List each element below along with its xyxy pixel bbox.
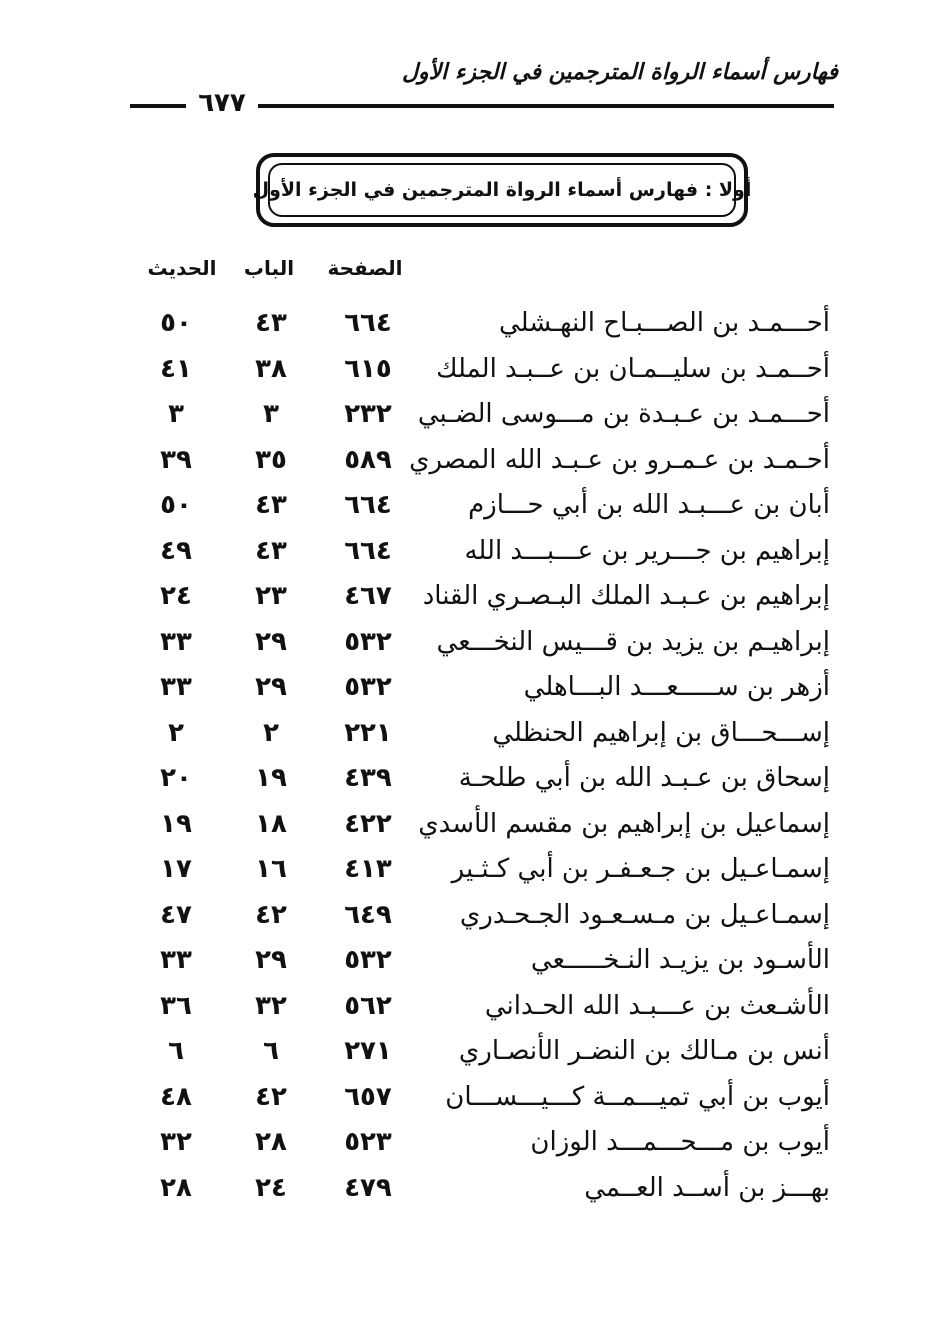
hadith-number-cell: ٣٣ bbox=[160, 626, 192, 657]
chapter-number-cell: ٢٤ bbox=[255, 1172, 287, 1203]
header-rule-right bbox=[258, 104, 834, 108]
page-number: ٦٧٧ bbox=[198, 88, 246, 118]
hadith-number-cell: ٢٠ bbox=[160, 763, 192, 793]
chapter-number-cell: ٤٣ bbox=[255, 308, 287, 338]
page-number-cell: ٤٢٢ bbox=[344, 808, 392, 839]
chapter-number-cell: ٣٢ bbox=[255, 990, 287, 1021]
page-number-cell: ٥٨٩ bbox=[344, 444, 392, 475]
column-header-chapter: الباب bbox=[243, 256, 295, 280]
narrators-index-list bbox=[0, 302, 938, 1212]
hadith-number-cell: ٥٠ bbox=[160, 490, 192, 520]
narrator-name: أحـمـد بن عـمـرو بن عـبـد الله المصري bbox=[409, 444, 830, 475]
narrator-name: أزهر بن ســـــعـــد البـــاهلي bbox=[523, 672, 830, 702]
chapter-number-cell: ٤٢ bbox=[255, 899, 287, 930]
page-number-cell: ٤٧٩ bbox=[344, 1172, 392, 1203]
index-row bbox=[0, 484, 938, 530]
column-header-page: الصفحة bbox=[327, 256, 403, 280]
hadith-number-cell: ١٩ bbox=[160, 808, 192, 839]
page-number-cell: ٤٦٧ bbox=[344, 581, 392, 611]
page-number-cell: ٥٢٣ bbox=[344, 1127, 392, 1157]
chapter-number-cell: ١٨ bbox=[255, 808, 287, 839]
narrator-name: بهـــز بن أســد العــمي bbox=[584, 1172, 830, 1203]
index-row bbox=[0, 666, 938, 712]
index-row bbox=[0, 939, 938, 985]
narrator-name: أيوب بن مـــحـــمـــد الوزان bbox=[530, 1127, 830, 1157]
narrator-name: إبراهيـم بن يزيد بن قـــيس النخـــعي bbox=[436, 626, 830, 657]
chapter-number-cell: ٢٣ bbox=[255, 581, 287, 611]
chapter-number-cell: ٢٨ bbox=[255, 1127, 287, 1157]
narrator-name: إبراهيم بن جـــرير بن عـــبـــد الله bbox=[464, 535, 830, 566]
hadith-number-cell: ٣٦ bbox=[160, 990, 192, 1021]
hadith-number-cell: ٤٧ bbox=[160, 899, 192, 930]
section-title: أولا : فهارس أسماء الرواة المترجمين في الجزء الأول bbox=[268, 163, 736, 217]
chapter-number-cell: ٣٨ bbox=[255, 353, 287, 384]
chapter-number-cell: ٤٣ bbox=[255, 535, 287, 566]
index-row bbox=[0, 393, 938, 439]
index-row bbox=[0, 302, 938, 348]
index-row bbox=[0, 621, 938, 667]
section-title-box bbox=[252, 153, 752, 227]
hadith-number-cell: ٢٤ bbox=[160, 581, 192, 611]
index-row bbox=[0, 530, 938, 576]
narrator-name: أحــمـد بن سليــمـان بن عــبـد الملك bbox=[436, 353, 830, 384]
chapter-number-cell: ١٦ bbox=[255, 854, 287, 884]
index-row bbox=[0, 348, 938, 394]
chapter-number-cell: ٢٩ bbox=[255, 626, 287, 657]
page-number-cell: ٦٤٩ bbox=[344, 899, 392, 930]
hadith-number-cell: ١٧ bbox=[160, 854, 192, 884]
page-number-cell: ٤١٣ bbox=[344, 854, 392, 884]
index-row bbox=[0, 985, 938, 1031]
chapter-number-cell: ١٩ bbox=[255, 763, 287, 793]
hadith-number-cell: ٣٣ bbox=[160, 672, 192, 702]
narrator-name: الأسـود بن يزيـد النـخـــــعي bbox=[530, 945, 830, 975]
index-row bbox=[0, 848, 938, 894]
narrator-name: أيوب بن أبي تميـــمــة كـــيـــســـان bbox=[445, 1081, 830, 1112]
hadith-number-cell: ٢ bbox=[168, 717, 184, 748]
page-number-cell: ٦٥٧ bbox=[344, 1081, 392, 1112]
page-number-cell: ٦٦٤ bbox=[344, 308, 392, 338]
header-rule-left bbox=[130, 104, 186, 108]
narrator-name: أحـــمـد بن عـبـدة بن مـــوسى الضـبي bbox=[417, 399, 830, 429]
hadith-number-cell: ٣٩ bbox=[160, 444, 192, 475]
page-number-cell: ٥٦٢ bbox=[344, 990, 392, 1021]
page-number-cell: ٢٧١ bbox=[344, 1036, 392, 1066]
running-header-title: فهارس أسماء الرواة المترجمين في الجزء الأول bbox=[402, 60, 838, 85]
hadith-number-cell: ٤٨ bbox=[160, 1081, 192, 1112]
index-row bbox=[0, 439, 938, 485]
page-number-cell: ٥٣٢ bbox=[344, 672, 392, 702]
page-number-cell: ٦٦٤ bbox=[344, 535, 392, 566]
narrator-name: إســـحـــاق بن إبراهيم الحنظلي bbox=[492, 717, 830, 748]
column-header-hadith: الحديث bbox=[147, 256, 217, 280]
chapter-number-cell: ٢٩ bbox=[255, 945, 287, 975]
page-number-cell: ٢٢١ bbox=[344, 717, 392, 748]
page-number-cell: ٦٦٤ bbox=[344, 490, 392, 520]
hadith-number-cell: ٦ bbox=[168, 1036, 184, 1066]
hadith-number-cell: ٣٣ bbox=[160, 945, 192, 975]
index-row bbox=[0, 1167, 938, 1213]
index-row bbox=[0, 712, 938, 758]
narrator-name: إسحاق بن عـبـد الله بن أبي طلحـة bbox=[458, 763, 830, 793]
chapter-number-cell: ٦ bbox=[263, 1036, 279, 1066]
narrator-name: الأشـعث بن عـــبـد الله الحـداني bbox=[484, 990, 830, 1021]
index-row bbox=[0, 1121, 938, 1167]
hadith-number-cell: ٣ bbox=[168, 399, 184, 429]
hadith-number-cell: ٤٩ bbox=[160, 535, 192, 566]
index-row bbox=[0, 1076, 938, 1122]
hadith-number-cell: ٤١ bbox=[160, 353, 192, 384]
chapter-number-cell: ٤٢ bbox=[255, 1081, 287, 1112]
chapter-number-cell: ٣ bbox=[263, 399, 279, 429]
index-row bbox=[0, 575, 938, 621]
index-row bbox=[0, 1030, 938, 1076]
chapter-number-cell: ٤٣ bbox=[255, 490, 287, 520]
narrator-name: إسماعيل بن إبراهيم بن مقسم الأسدي bbox=[418, 808, 830, 839]
page-number-cell: ٢٣٢ bbox=[344, 399, 392, 429]
narrator-name: إسمـاعـيل بن مـسـعـود الجـحـدري bbox=[459, 899, 830, 930]
hadith-number-cell: ٢٨ bbox=[160, 1172, 192, 1203]
index-row bbox=[0, 894, 938, 940]
narrator-name: إسمـاعـيل بن جـعـفـر بن أبي كـثـير bbox=[451, 854, 830, 884]
hadith-number-cell: ٥٠ bbox=[160, 308, 192, 338]
page-number-cell: ٦١٥ bbox=[344, 353, 392, 384]
page-number-cell: ٤٣٩ bbox=[344, 763, 392, 793]
narrator-name: أحـــمـد بن الصـــبـاح النهـشلي bbox=[498, 308, 830, 338]
column-headers bbox=[0, 256, 938, 286]
index-row bbox=[0, 803, 938, 849]
narrator-name: أنس بن مـالك بن النضـر الأنصـاري bbox=[458, 1036, 830, 1066]
page-number-cell: ٥٣٢ bbox=[344, 945, 392, 975]
index-row bbox=[0, 757, 938, 803]
narrator-name: أبان بن عـــبـد الله بن أبي حـــازم bbox=[468, 490, 830, 520]
chapter-number-cell: ٢٩ bbox=[255, 672, 287, 702]
chapter-number-cell: ٢ bbox=[263, 717, 279, 748]
chapter-number-cell: ٣٥ bbox=[255, 444, 287, 475]
page-number-cell: ٥٣٢ bbox=[344, 626, 392, 657]
hadith-number-cell: ٣٢ bbox=[160, 1127, 192, 1157]
narrator-name: إبراهيم بن عـبـد الملك البـصـري القناد bbox=[422, 581, 830, 611]
